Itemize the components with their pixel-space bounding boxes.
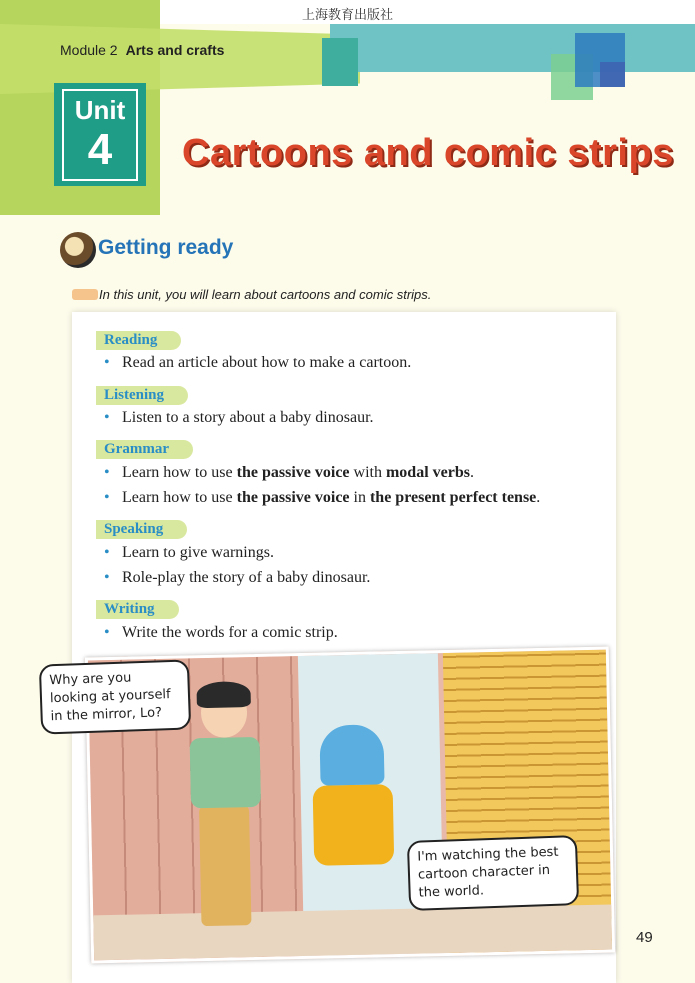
- robot-figure-body: [313, 784, 395, 866]
- speech-bubble-boy: Why are you looking at yourself in the mirror, Lo?: [39, 659, 191, 734]
- section-heading-text: Getting ready: [98, 236, 234, 259]
- decor-square: [600, 62, 625, 87]
- module-number: Module 2: [60, 42, 118, 58]
- bullet-text: [122, 489, 540, 507]
- text-run: in: [349, 489, 370, 506]
- module-label: [60, 42, 224, 58]
- label-speaking: Speaking: [96, 520, 187, 539]
- intro-text: In this unit, you will learn about cartoons and comic strips.: [99, 287, 432, 302]
- bullet-text: [122, 464, 474, 482]
- unit-number: 4: [87, 125, 113, 174]
- bullet-text: Read an article about how to make a cartoon.: [122, 354, 412, 371]
- bullet-text: Learn to give warnings.: [122, 544, 274, 561]
- publisher-name: 上海教育出版社: [301, 8, 393, 23]
- unit-badge: [54, 83, 146, 186]
- bold-term: the present perfect tense: [369, 489, 537, 506]
- label-writing: Writing: [96, 600, 179, 619]
- boy-figure-body: [190, 737, 261, 808]
- page-title: Cartoons and comic strips: [182, 132, 674, 174]
- brush-icon: [60, 232, 96, 268]
- bullet-text: Listen to a story about a baby dinosaur.: [122, 409, 374, 426]
- label-reading: Reading: [96, 331, 181, 350]
- text-run: Learn how to use: [122, 489, 237, 506]
- comic-floor: [93, 905, 612, 961]
- label-listening: Listening: [96, 386, 188, 405]
- text-run: .: [536, 489, 541, 506]
- unit-badge-frame: [62, 89, 138, 181]
- page-number: 49: [636, 929, 653, 946]
- bullet-text: Role-play the story of a baby dinosaur.: [122, 569, 371, 586]
- decor-square: [322, 38, 358, 86]
- robot-figure-head: [319, 724, 384, 785]
- text-run: .: [469, 464, 474, 481]
- bold-term: the passive voice: [236, 489, 350, 506]
- text-run: Learn how to use: [122, 464, 237, 481]
- bold-term: modal verbs: [385, 464, 470, 481]
- decor-teal-band: [330, 24, 695, 72]
- speech-bubble-robot: I'm watching the best cartoon character in the world.: [407, 835, 579, 911]
- intro-marker: [72, 289, 98, 300]
- unit-word: Unit: [74, 95, 126, 125]
- label-grammar: Grammar: [96, 440, 193, 459]
- text-run: with: [349, 464, 386, 481]
- module-title: Arts and crafts: [125, 42, 225, 58]
- boy-figure-hair: [196, 681, 251, 708]
- bold-term: the passive voice: [236, 464, 350, 481]
- bullet-text: Write the words for a comic strip.: [122, 624, 338, 641]
- boy-figure-legs: [199, 805, 252, 926]
